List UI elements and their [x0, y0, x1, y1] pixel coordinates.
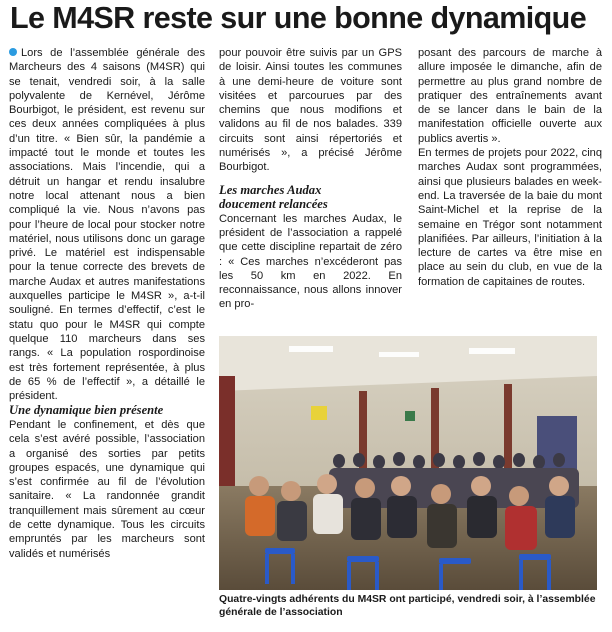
paragraph: posant des parcours de marche à allure imposée le dimanche, afin de permettre au plus grand nombre de pratiquer des entraînements avant de se lancer dans le bain de la manifestation officielle ouverte aux publics avertis ». — [418, 47, 602, 145]
paragraph: Concernant les marches Audax, le président de l’association a rappelé que cette discipline repartait de zéro : « Ces marches n’excéderont pas les 50 km en 2022. En reconnaissance, nous allons innover en pro- — [219, 212, 402, 311]
paragraph: pour pouvoir être suivis par un GPS de loisir. Ainsi toutes les communes à une demi-heure de voiture sont visitées et parcourues par des chemins que nous modifions et validons au fil de nos balades. 339 circuits sont ainsi répertoriés et numérisés », a précisé Jérôme Bourbigot. — [219, 47, 402, 174]
article-column-3 — [418, 46, 602, 289]
paragraph-text: Lors de l’assemblée générale des Marcheurs des 4 saisons (M4SR) qui se tenait, vendredi soir, à la salle polyvalente de Kernével, Jérôme Bourbigot, le président, est revenu sur ces deux années compliquées à plus d’un titre. « Bien sûr, la pandémie a impacté tout le monde et toutes les associations. Mais l’incendie, qui a détruit un hangar et rendu insalubre notre local attenant nous a bien compliqué la vie. Nous n’avons pas pour l’heure de local pour stocker notre matériel, nous utilisons donc un garage privé. Le matériel est indispensable pour la tenue correcte des brevets de marche Audax et autres manifestations auxquelles participe le M4SR », a-t-il souligné. En termes d’effectif, c’est le statu quo pour le M4SR qui compte quelque 110 marcheurs dans ses rangs. « La population rospordinoise est très fortement représentée, à plus de 65 % de l’effectif », a détaillé le président. — [9, 47, 205, 403]
subheading — [219, 183, 402, 212]
article-column-1 — [9, 46, 205, 561]
article-column-2 — [219, 46, 402, 312]
subheading-line: Les marches Audax — [219, 182, 322, 197]
meeting-photo — [219, 336, 597, 590]
photo-caption: Quatre-vingts adhérents du M4SR ont participé, vendredi soir, à l’assemblée générale de l’association — [219, 594, 596, 619]
paragraph: Pendant le confinement, et dès que cela s’est avéré possible, l’association a organisé des sorties par petits groupes espacés, une dynamique qui s’est confirmée au fil de l’évolution sanitaire. « La randonnée grandit tranquillement mais sûrement au cœur de cette dynamique. Tous les circuits empruntés par les marcheurs sont validés et numérisés — [9, 418, 205, 560]
headline: Le M4SR reste sur une bonne dynamique — [10, 1, 587, 35]
subheading-line: doucement relancées — [219, 197, 328, 212]
subheading: Une dynamique bien présente — [9, 403, 164, 418]
paragraph: En termes de projets pour 2022, cinq marches Audax sont programmées, ainsi que plusieurs balades en week-end. La traversée de la baie du mont Saint-Michel et la reprise de la semaine en Trégor sont notamment planifiées. Par ailleurs, l’initiation à la lecture de cartes va être mise en place au sein du club, en vue de la formation de capitaines de routes. — [418, 147, 602, 288]
meeting-photo-illustration — [219, 336, 597, 590]
paragraph — [9, 46, 205, 403]
bullet-icon — [9, 48, 17, 56]
